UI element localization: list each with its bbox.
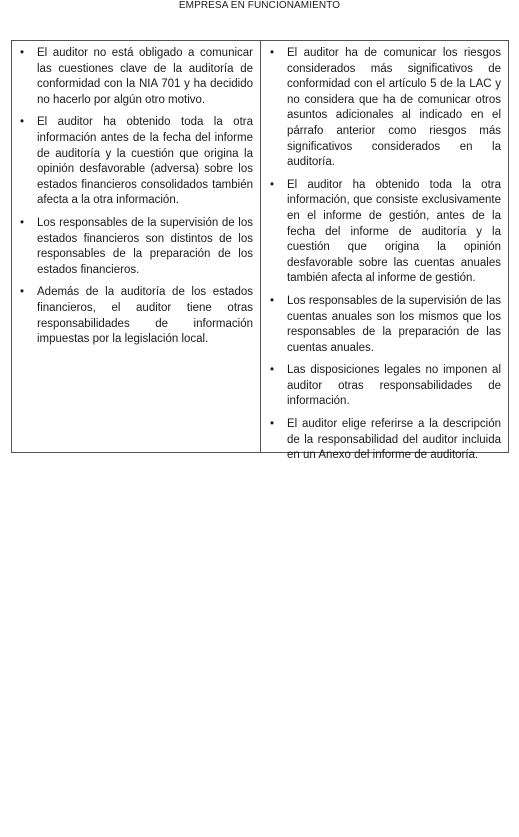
list-item bbox=[16, 46, 253, 108]
comparison-table bbox=[11, 40, 509, 462]
bullet-icon: • bbox=[20, 216, 25, 229]
list-item-text: Las disposiciones legales no imponen al auditor otras responsabilidades de información. bbox=[287, 364, 501, 408]
list-item-text: Además de la auditoría de los estados financieros, el auditor tiene otras responsabilidades de información impuestas por la legislación local. bbox=[37, 286, 253, 346]
bullet-icon: • bbox=[20, 47, 25, 59]
bullet-icon: • bbox=[270, 47, 275, 59]
right-bullet-list bbox=[266, 46, 501, 464]
left-bullet-list bbox=[16, 46, 253, 348]
bullet-icon: • bbox=[20, 116, 25, 129]
list-item-text: El auditor elige referirse a la descripción de la responsabilidad del auditor incluida en un Anexo del informe de auditoría. bbox=[287, 418, 501, 462]
bullet-icon: • bbox=[20, 286, 25, 299]
list-item-text: El auditor ha obtenido toda la otra información antes de la fecha del informe de auditoría y la cuestión que origina la opinión desfavorable (adversa) sobre los estados financieros consolidados también afecta a la otra información. bbox=[37, 116, 253, 207]
list-item bbox=[266, 294, 501, 356]
list-item-text: El auditor no está obligado a comunicar las cuestiones clave de la auditoría de conformidad con la NIA 701 y ha decidido no hacerlo por algún otro motivo. bbox=[37, 47, 253, 106]
list-item-text: Los responsables de la supervisión de los estados financieros son distintos de los responsables de la preparación de los estados financieros. bbox=[37, 216, 253, 276]
list-item bbox=[266, 46, 501, 171]
list-item bbox=[266, 363, 501, 410]
bullet-icon: • bbox=[270, 294, 275, 307]
list-item-text: El auditor ha de comunicar los riesgos considerados más significativos de conformidad con el artículo 5 de la LAC y no considera que ha de comunicar otros asuntos adicionales al indicado en el párrafo anterior como riesgos más significativos considerados en la auditoría. bbox=[287, 47, 501, 169]
list-item bbox=[16, 115, 253, 209]
list-item bbox=[16, 285, 253, 347]
bullet-icon: • bbox=[270, 418, 275, 431]
list-item bbox=[266, 178, 501, 287]
list-item bbox=[266, 417, 501, 464]
right-column bbox=[261, 41, 508, 462]
page-title: EMPRESA EN FUNCIONAMIENTO bbox=[178, 0, 341, 11]
list-item bbox=[16, 216, 253, 278]
list-item-text: Los responsables de la supervisión de las cuentas anuales son los mismos que los responsables de la preparación de las cuentas anuales. bbox=[287, 294, 501, 354]
bullet-icon: • bbox=[270, 178, 275, 191]
bullet-icon: • bbox=[270, 364, 275, 377]
left-column bbox=[12, 41, 261, 452]
list-item-text: El auditor ha obtenido toda la otra información, que consiste exclusivamente en el informe de gestión, antes de la fecha del informe de auditoría y la cuestión que origina la opinión desfavorable sobre las cuentas anuales también afecta al informe de gestión. bbox=[287, 178, 501, 285]
